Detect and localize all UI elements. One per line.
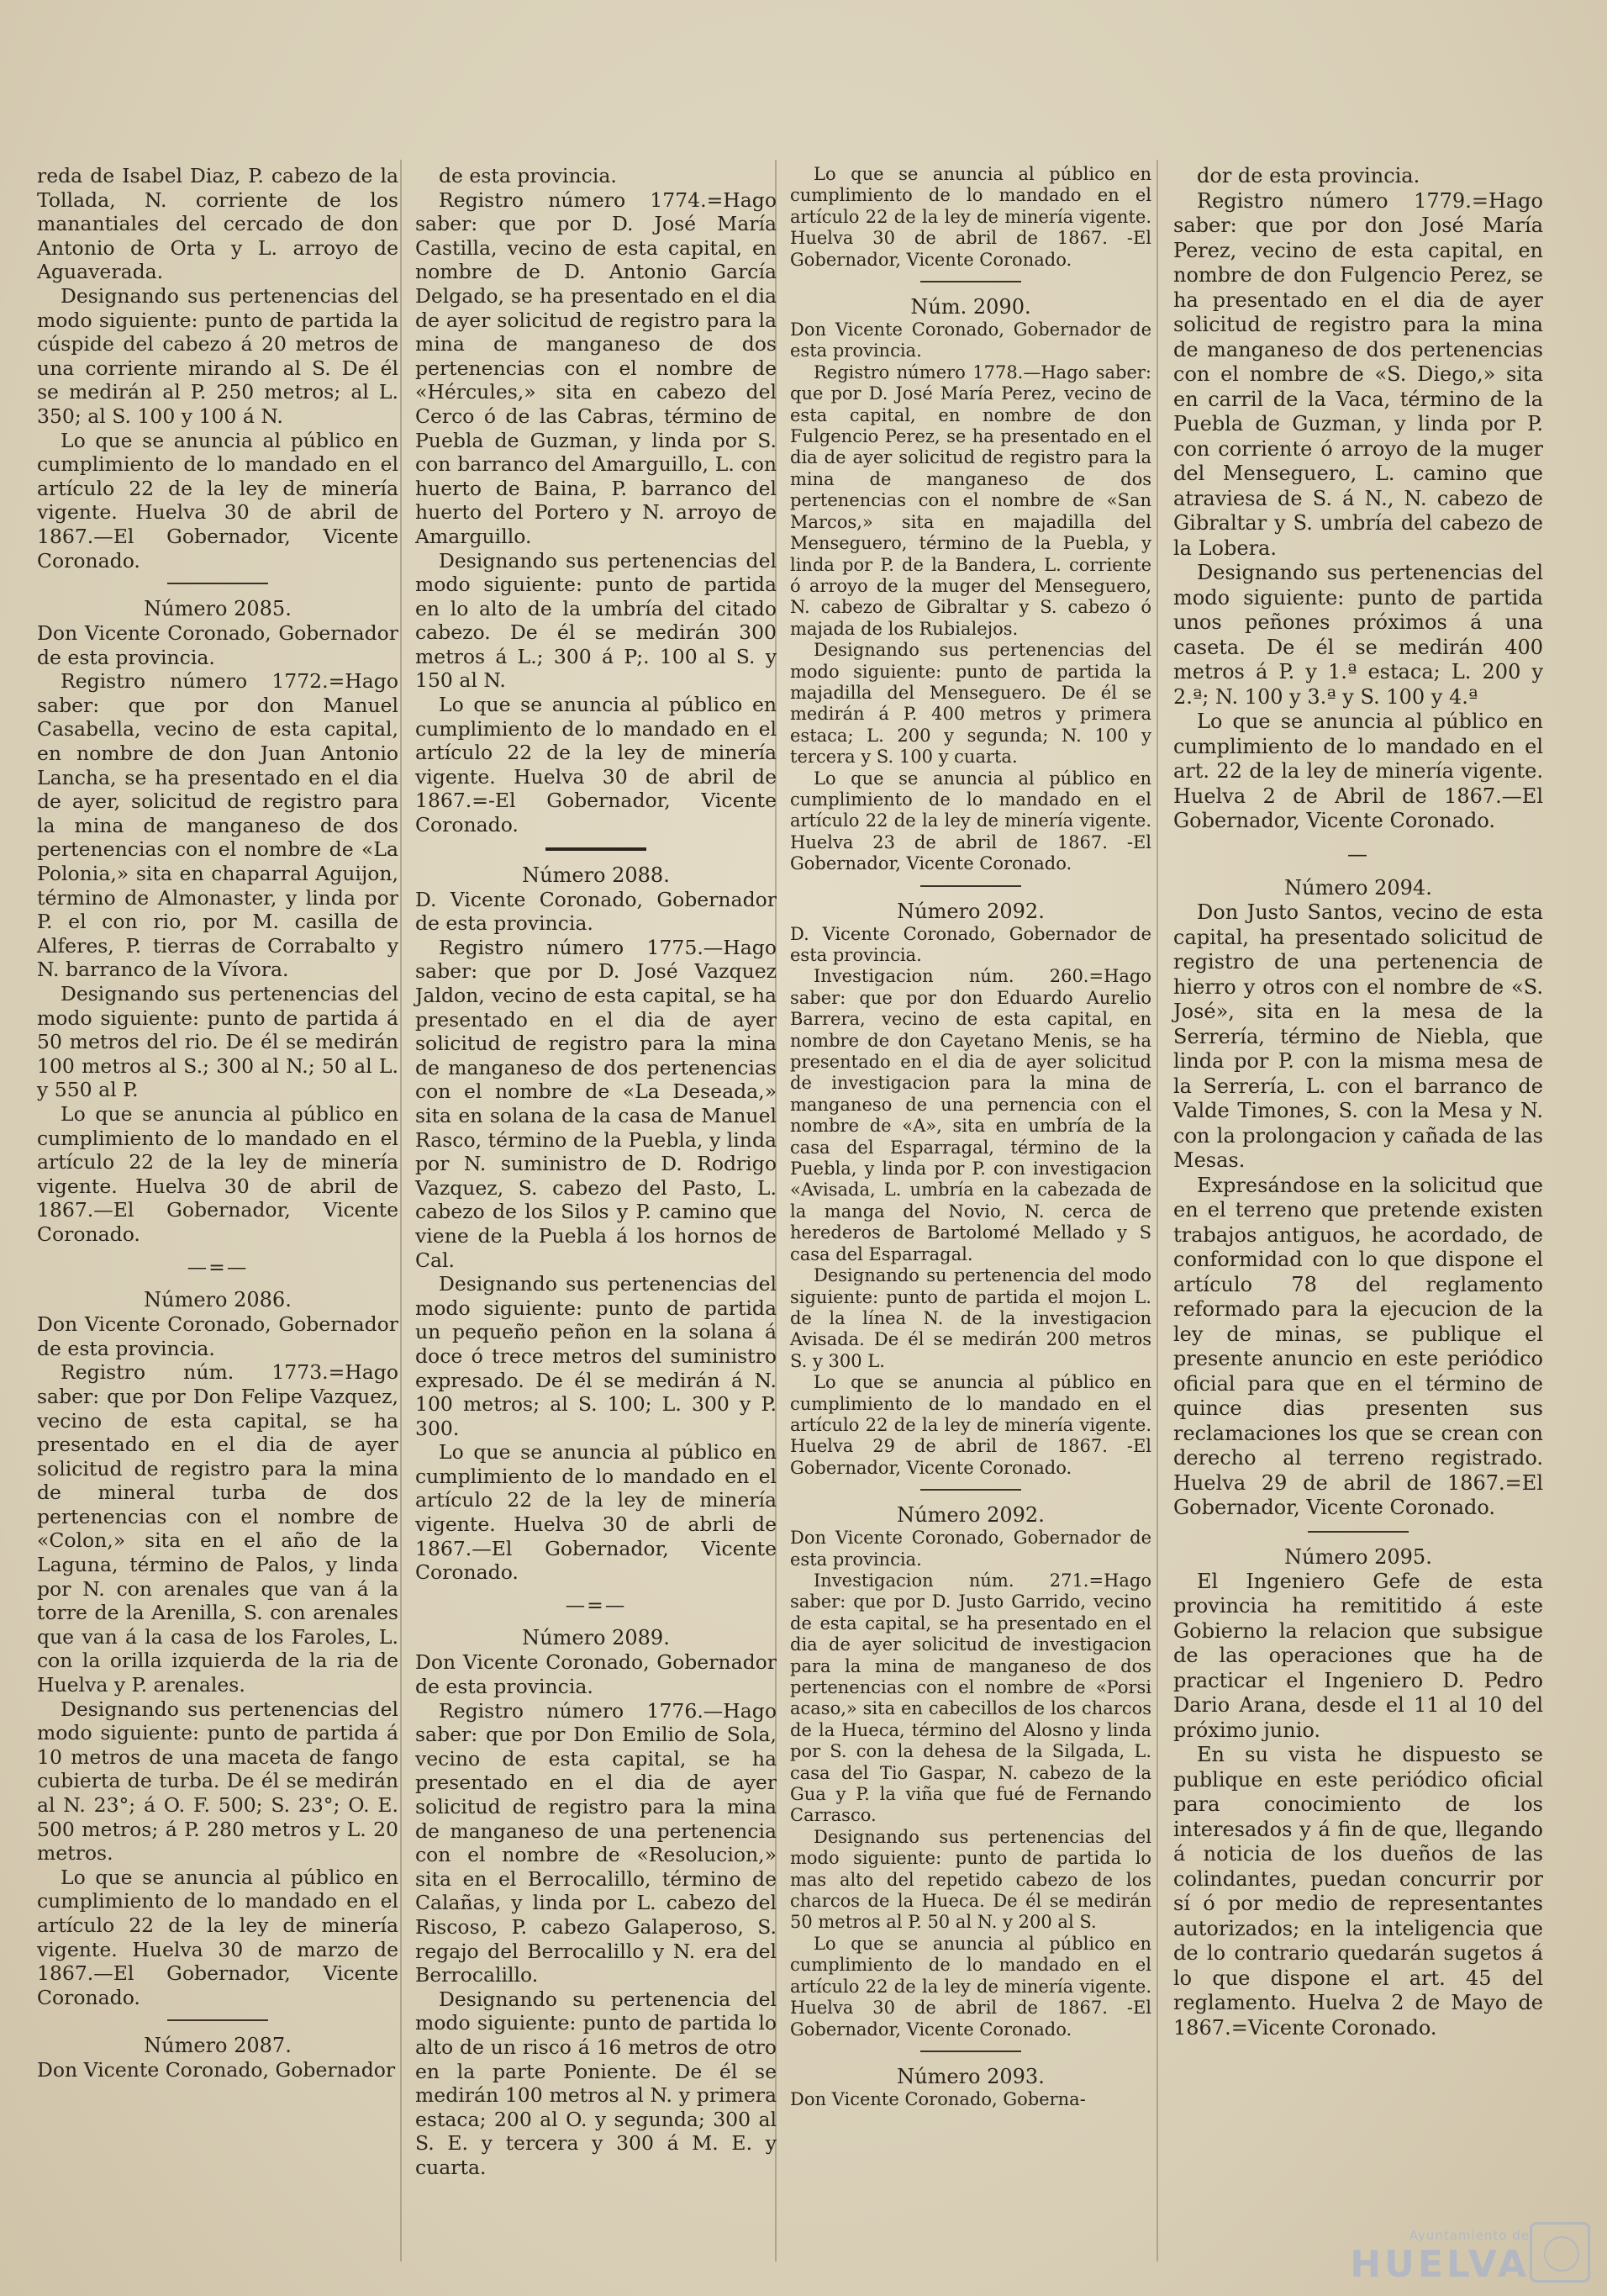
paragraph: Don Justo Santos, vecino de esta capital, ha presentado solicitud de registro de una pertenencia de hierro y otros con el nombre de «S. José», sita en la mesa de la Serrería, término de Niebla, que linda por P. con la misma mesa de la Serrería, L. con el barranco de Valde Timones, S. con la Mesa y N. con la prolongacion y cañada de las Mesas. — [1173, 900, 1543, 1172]
notice-number: Número 2089. — [522, 1626, 670, 1650]
paragraph: D. Vicente Coronado, Gobernador de esta provincia. — [790, 923, 1151, 965]
notice-number: Número 2092. — [897, 1503, 1045, 1528]
paragraph: Don Vicente Coronado, Goberna- — [790, 2088, 1086, 2109]
column-1 — [37, 164, 398, 2082]
notice-number: Núm. 2090. — [910, 295, 1031, 319]
notice-number: Número 2086. — [144, 1288, 292, 1312]
paragraph: Registro número 1778.—Hago saber: que por D. José María Perez, vecino de esta capital, en nombre de don Fulgencio Perez, se ha presentado en el dia de ayer solicitud de registro para la mina de manganeso de dos pertenencias con el nombre de «San Marcos,» sita en majadilla del Menseguero, término de la Puebla, y linda por P. de la Bandera, L. corriente ó arroyo de la muger del Menseguero, N. cabezo de Gibraltar y S. cabezo ó majada de los Rubialejos. — [790, 362, 1151, 639]
paragraph: Don Vicente Coronado, Gobernador de esta provincia. — [790, 319, 1151, 362]
paragraph: Designando sus pertenencias del modo siguiente: punto de partida unos peñones próximos á una caseta. De él se medirán 400 metros á P. y 1.ª estaca; L. 200 y 2.ª; N. 100 y 3.ª y S. 100 y 4.ª — [1173, 561, 1543, 709]
separator-rule — [920, 885, 1021, 887]
separator-rule — [1308, 1531, 1409, 1533]
paragraph: Lo que se anuncia al público en cumplimiento de lo mandado en el artículo 22 de la ley de minería vigente. Huelva 30 de abril de 1867.—El Gobernador, Vicente Coronado. — [37, 1101, 398, 1246]
paragraph: Don Vicente Coronado, Gobernador de esta provincia. — [37, 1312, 398, 1360]
paragraph: Registro número 1775.—Hago saber: que por D. José Vazquez Jaldon, vecino de esta capital, se ha presentado en el dia de ayer solicitud de registro para la mina de manganeso de dos pertenencias con el nombre de «La Deseada,» sita en solana de la casa de Manuel Rasco, término de la Puebla, y linda por N. suministro de D. Rodrigo Vazquez, S. cabezo del Pasto, L. cabezo de los Silos y P. camino que viene de la Puebla á los hornos de Cal. — [415, 935, 777, 1272]
separator-dash: — — [1347, 842, 1369, 866]
column-divider — [400, 160, 402, 2262]
paragraph: Designando sus pertenencias del modo siguiente: punto de partida la cúspide del cabezo á 20 metros de una corriente mirando al S. De él se medirán al P. 250 metros; al L. 350; al S. 100 y 100 á N. — [37, 283, 398, 428]
paragraph: Don Vicente Coronado, Gobernador de esta provincia. — [790, 1528, 1151, 1570]
paragraph: Lo que se anuncia al público en cumplimiento de lo mandado en el art. 22 de la ley de minería vigente. Huelva 2 de Abril de 1867.—El Gobernador, Vicente Coronado. — [1173, 710, 1543, 832]
paragraph: Registro número 1772.=Hago saber: que por don Manuel Casabella, vecino de esta capital, en nombre de don Juan Antonio Lancha, se ha presentado en el dia de ayer, solicitud de registro para la mina de manganeso de dos pertenencias con el nombre de «La Polonia,» sita en chaparral Aguijon, término de Almonaster, y linda por P. el con rio, por M. casilla de Alferes, P. tierras de Corrabalto y N. barranco de la Vívora. — [37, 669, 398, 982]
paragraph: Designando sus pertenencias del modo siguiente: punto de partida á 50 metros del rio. De él se medirán 100 metros al S.; 300 al N.; 50 al L. y 550 al P. — [37, 982, 398, 1102]
separator-rule — [920, 1489, 1021, 1491]
paragraph: Designando sus pertenencias del modo siguiente: punto de partida la majadilla del Menseguero. De él se medirán á P. 400 metros y primera estaca; L. 200 y segunda; N. 100 y tercera y S. 100 y cuarta. — [790, 640, 1151, 768]
notice-number: Número 2087. — [144, 2034, 292, 2058]
paragraph: Designando sus pertenencias del modo siguiente: punto de partida en lo alto de la umbría del citado cabezo. De él se medirán 300 metros á L.; 300 á P;. 100 al S. y 150 al N. — [415, 548, 777, 693]
paragraph: dor de esta provincia. — [1197, 164, 1420, 187]
paragraph: Designando sus pertenencias del modo siguiente: punto de partida un pequeño peñon en la solana á doce ó trece metros del suministro expresado. De él se medirán á N. 100 metros; al S. 100; L. 300 y P. 300. — [415, 1272, 777, 1440]
paragraph: D. Vicente Coronado, Gobernador de esta provincia. — [415, 887, 777, 936]
paragraph: reda de Isabel Diaz, P. cabezo de la Tollada, N. corriente de los manantiales del cercado de don Antonio de Orta y L. arroyo de Aguaverada. — [37, 164, 398, 284]
notice-number: Número 2092. — [897, 899, 1045, 923]
paragraph: Lo que se anuncia al público en cumplimiento de lo mandado en el artículo 22 de la ley de minería vigente. Huelva 30 de marzo de 1867.—El Gobernador, Vicente Coronado. — [37, 1865, 398, 2009]
paragraph: Designando su pertenencia del modo siguiente: punto de partida lo alto de un risco á 16 metros de otro en la parte Poniente. De él se medirán 100 metros al N. y primera estaca; 200 al O. y segunda; 300 al S. E. y tercera y 300 á M. E. y cuarta. — [415, 1987, 777, 2179]
crest-icon — [1530, 2222, 1590, 2283]
separator-rule — [167, 583, 268, 584]
column-4 — [1173, 164, 1543, 2040]
paragraph: Investigacion núm. 260.=Hago saber: que por don Eduardo Aurelio Barrera, vecino de esta capital, en nombre de don Cayetano Menis, se ha presentado en el dia de ayer solicitud de investigacion para la mina de manganeso de una pernencia con el nombre de «A», sita en umbría de la casa del Esparragal, término de la Puebla, y linda por P. con investigacion «Avisada, L. umbría en la cabezada de la manga del Novio, N. cerca de herederos de Bartolomé Mellado y S casa del Esparragal. — [790, 966, 1151, 1264]
paragraph: Don Vicente Coronado, Gobernador de esta provincia. — [415, 1650, 777, 1699]
paragraph: Designando su pertenencia del modo siguiente: punto de partida el mojon L. de la línea N. de la investigacion Avisada. De él se medirán 200 metros S. y 300 L. — [790, 1265, 1151, 1371]
paragraph: Lo que se anuncia al público en cumplimiento de lo mandado en el artículo 22 de la ley de minería vigente. Huelva 23 de abril de 1867. -El Gobernador, Vicente Coronado. — [790, 768, 1151, 874]
column-divider — [1157, 160, 1158, 2262]
notice-number: Número 2093. — [897, 2064, 1045, 2088]
paragraph: Lo que se anuncia al público en cumplimiento de lo mandado en el artículo 22 de la ley de minería vigente. Huelva 30 de abril de 1867. -El Gobernador, Vicente Coronado. — [790, 1933, 1151, 2040]
paragraph: Don Vicente Coronado, Gobernador de esta provincia. — [37, 621, 398, 669]
separator-dash: —=— — [187, 1254, 249, 1279]
paragraph: Investigacion núm. 271.=Hago saber: que por D. Justo Garrido, vecino de esta capital, se ha presentado en el dia de ayer solicitud de investigacion para la mina de manganeso de dos pertenencias con el nombre de «Porsi acaso,» sita en cabecillos de los charcos de la Hueca, término del Alosno y linda por S. con la dehesa de la Silgada, L. casa del Tio Gaspar, N. cabezo de la Gua y P. la viña que fué de Fernando Carrasco. — [790, 1570, 1151, 1826]
notice-number: Número 2094. — [1284, 876, 1432, 900]
separator-rule — [920, 2051, 1021, 2052]
notice-number: Número 2088. — [522, 863, 670, 887]
watermark-small-text: Ayuntamiento de — [1409, 2228, 1530, 2243]
paragraph: Lo que se anuncia al público en cumplimiento de lo mandado en el artículo 22 de la ley de minería vigente. Huelva 30 de abrli de 1867.—El Gobernador, Vicente Coronado. — [415, 1440, 777, 1585]
column-3 — [790, 164, 1151, 2110]
separator-rule — [920, 281, 1021, 282]
paragraph: de esta provincia. — [439, 164, 617, 187]
notice-number: Número 2095. — [1284, 1544, 1432, 1569]
paragraph: En su vista he dispuesto se publique en este periódico oficial para conocimiento de los interesados y á fin de que, llegando á noticia de los dueños de las colindantes, puedan concurrir por sí ó por medio de representantes autorizados; en la inteligencia que de lo contrario quedarán sugetos á lo que dispone el art. 45 del reglamento. Huelva 2 de Mayo de 1867.=Vicente Coronado. — [1173, 1743, 1543, 2040]
separator-rule — [545, 847, 646, 851]
archive-watermark — [1350, 2228, 1530, 2286]
paragraph: El Ingeniero Gefe de esta provincia ha remititido á este Gobierno la relacion que subsigue de las operaciones que ha de practicar el Ingeniero D. Pedro Dario Arana, desde el 11 al 10 del próximo junio. — [1173, 1569, 1543, 1742]
paragraph: Don Vicente Coronado, Gobernador — [37, 2058, 396, 2082]
paragraph: Lo que se anuncia al público en cumplimiento de lo mandado en el artículo 22 de la ley de minería vigente. Huelva 30 de abril de 1867. -El Gobernador, Vicente Coronado. — [790, 164, 1151, 270]
separator-rule — [167, 2019, 268, 2021]
notice-number: Número 2085. — [144, 597, 292, 621]
paragraph: Designando sus pertenencias del modo siguiente: punto de partida lo mas alto del repetido cabezo de los charcos de la Hueca. De él se medirán 50 metros al P. 50 al N. y 200 al S. — [790, 1826, 1151, 1933]
paragraph: Lo que se anuncia al público en cumplimiento de lo mandado en el artículo 22 de la ley de minería vigente. Huelva 30 de abril de 1867.=-El Gobernador, Vicente Coronado. — [415, 693, 777, 837]
paragraph: Designando sus pertenencias del modo siguiente: punto de partida á 10 metros de una maceta de fango cubierta de turba. De él se medirán al N. 23°; á O. F. 500; S. 23°; O. E. 500 metros; á P. 280 metros y L. 20 metros. — [37, 1697, 398, 1866]
paragraph: Registro número 1779.=Hago saber: que por don José María Perez, vecino de esta capital, en nombre de don Fulgencio Perez, se ha presentado en el dia de ayer solicitud de registro para la mina de manganeso de dos pertenencias con el nombre de «S. Diego,» sita en carril de la Vaca, término de la Puebla de Guzman, y linda por P. con corriente ó arroyo de la muger del Menseguero, L. camino que atraviesa de S. á N., N. cabezo de Gibraltar y S. umbría del cabezo de la Lobera. — [1173, 188, 1543, 560]
paragraph: Registro número 1776.—Hago saber: que por Don Emilio de Sola, vecino de esta capital, se ha presentado en el dia de ayer solicitud de registro para la mina de manganeso de una pertenencia con el nombre de «Resolucion,» sita en el Berrocalillo, término de Calañas, y linda por L. cabezo del Riscoso, P. cabezo Galaperoso, S. regajo del Berrocalillo y N. era del Berrocalillo. — [415, 1698, 777, 1987]
paragraph: Lo que se anuncia al público en cumplimiento de lo mandado en el artículo 22 de la ley de minería vigente. Huelva 30 de abril de 1867.—El Gobernador, Vicente Coronado. — [37, 428, 398, 573]
paragraph: Registro número 1774.=Hago saber: que por D. José María Castilla, vecino de esta capital, en nombre de D. Antonio García Delgado, se ha presentado en el dia de ayer solicitud de registro para la mina de manganeso de dos pertenencias con el nombre de «Hércules,» sita en cabezo del Cerco ó de las Cabras, término de Puebla de Guzman, y linda por S. con barranco del Amarguillo, L. con huerto de Baina, P. barranco del huerto del Portero y N. arroyo de Amarguillo. — [415, 187, 777, 548]
watermark-big-text: HUELVA — [1350, 2243, 1530, 2286]
paragraph: Lo que se anuncia al público en cumplimiento de lo mandado en el artículo 22 de la ley de minería vigente. Huelva 29 de abril de 1867. -El Gobernador, Vicente Coronado. — [790, 1372, 1151, 1478]
column-2 — [415, 164, 777, 2180]
separator-dash: —=— — [565, 1592, 627, 1617]
paragraph: Expresándose en la solicitud que en el terreno que pretende existen trabajos antiguos, he acordado, de conformidad con lo que dispone el artículo 78 del reglamento reformado para la ejecucion de la ley de minas, se publique el presente anuncio en este periódico oficial para que en el término de quince dias presenten sus reclamaciones los que se crean con derecho al terreno registrado. Huelva 29 de abril de 1867.=El Gobernador, Vicente Coronado. — [1173, 1173, 1543, 1519]
paragraph: Registro núm. 1773.=Hago saber: que por Don Felipe Vazquez, vecino de esta capital, se ha presentado en el dia de ayer solicitud de registro para la mina de mineral turba de dos pertenencias con el nombre de «Colon,» sita en el año de la Laguna, término de Palos, y linda por N. con arenales que van á la torre de la Arenilla, S. con arenales que van á la casa de los Faroles, L. con la orilla izquierda de la ria de Huelva y P. arenales. — [37, 1360, 398, 1697]
